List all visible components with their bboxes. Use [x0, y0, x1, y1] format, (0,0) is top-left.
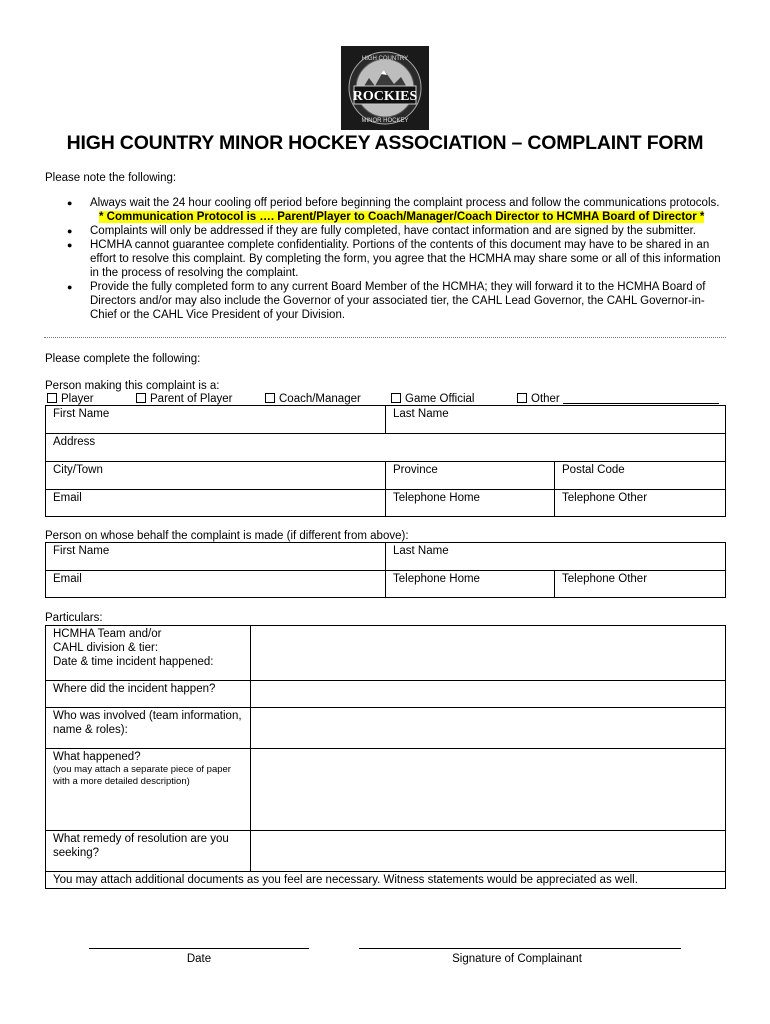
bullet-icon: ●: [67, 198, 73, 208]
telephone-home-field[interactable]: Telephone Home: [386, 490, 555, 517]
particulars-table: [45, 625, 726, 889]
city-field[interactable]: City/Town: [46, 462, 386, 490]
bullet-icon: ●: [67, 226, 73, 236]
first-name-field[interactable]: First Name: [46, 406, 386, 434]
checkbox-icon[interactable]: [136, 393, 146, 403]
who-input[interactable]: [251, 708, 726, 749]
behalf-email-field[interactable]: Email: [46, 571, 386, 598]
complete-label: Please complete the following:: [45, 353, 201, 365]
behalf-telephone-other-field[interactable]: Telephone Other: [555, 571, 726, 598]
particulars-label: Particulars:: [45, 612, 103, 624]
page-title: HIGH COUNTRY MINOR HOCKEY ASSOCIATION – COMPLAINT FORM: [66, 132, 704, 154]
team-input[interactable]: [251, 626, 726, 681]
behalf-telephone-home-field[interactable]: Telephone Home: [386, 571, 555, 598]
protocol-highlight: * Communication Protocol is …. Parent/Player to Coach/Manager/Coach Director to HCMHA Board of Director *: [99, 211, 705, 223]
date-label: Date: [186, 953, 212, 965]
checkbox-icon[interactable]: [517, 393, 527, 403]
address-field[interactable]: Address: [46, 434, 726, 462]
what-input[interactable]: [251, 749, 726, 831]
province-field[interactable]: Province: [386, 462, 555, 490]
role-coach-option[interactable]: Coach/Manager: [265, 392, 361, 406]
where-input[interactable]: [251, 681, 726, 708]
behalf-label: Person on whose behalf the complaint is made (if different from above):: [45, 530, 409, 542]
date-line[interactable]: [89, 948, 309, 949]
signature-line[interactable]: [359, 948, 681, 949]
bullet-icon: ●: [67, 240, 73, 250]
behalf-first-name-field[interactable]: First Name: [46, 543, 386, 571]
rockies-logo: [341, 46, 429, 130]
remedy-input[interactable]: [251, 831, 726, 872]
what-label: What happened? (you may attach a separate piece of paper with a more detailed description): [46, 749, 251, 831]
checkbox-icon[interactable]: [47, 393, 57, 403]
behalf-table: [45, 542, 726, 598]
section-divider: [44, 337, 726, 338]
bullet-3: HCMHA cannot guarantee complete confidentiality. Portions of the contents of this document may have to be shared in an effort to resolve this complaint. By completing the form, you agree that the HCMHA may share some or all of this information in the process of resolving the complaint.: [90, 239, 721, 279]
complainant-table: [45, 405, 726, 517]
role-player-option[interactable]: Player: [47, 392, 94, 406]
email-field[interactable]: Email: [46, 490, 386, 517]
remedy-label: What remedy of resolution are you seeking?: [46, 831, 251, 872]
where-label: Where did the incident happen?: [46, 681, 251, 708]
logo-bottom-text: MINOR HOCKEY: [361, 118, 409, 124]
team-label: HCMHA Team and/or CAHL division & tier: Date & time incident happened:: [46, 626, 251, 681]
signature-label: Signature of Complainant: [452, 953, 582, 965]
who-label: Who was involved (team information, name & roles):: [46, 708, 251, 749]
bullet-1: Always wait the 24 hour cooling off period before beginning the complaint process and follow the communications protocols. * Communication Protocol is …. Parent/Player to Coach/Manager/Coach Director to HCMHA Board of Director *: [90, 197, 720, 223]
person-label: Person making this complaint is a:: [45, 380, 220, 392]
telephone-other-field[interactable]: Telephone Other: [555, 490, 726, 517]
checkbox-icon[interactable]: [265, 393, 275, 403]
bullet-icon: ●: [67, 282, 73, 292]
last-name-field[interactable]: Last Name: [386, 406, 726, 434]
role-official-option[interactable]: Game Official: [391, 392, 474, 406]
checkbox-icon[interactable]: [391, 393, 401, 403]
role-other-option[interactable]: Other: [517, 392, 719, 406]
attach-note: You may attach additional documents as you feel are necessary. Witness statements would be appreciated as well.: [46, 872, 726, 889]
intro-text: Please note the following:: [45, 172, 177, 184]
other-line[interactable]: [563, 393, 719, 404]
behalf-last-name-field[interactable]: Last Name: [386, 543, 726, 571]
bullet-2: Complaints will only be addressed if they are fully completed, have contact information and are signed by the submitter.: [90, 225, 696, 237]
bullet-4: Provide the fully completed form to any current Board Member of the HCMHA; they will forward it to the HCMHA Board of Directors and/or may also include the Governor of your associated tier, the CAHL Lead Governor, the CAHL Governor-in-Chief or the CAHL Vice President of your Division.: [90, 281, 706, 321]
postal-code-field[interactable]: Postal Code: [555, 462, 726, 490]
role-parent-option[interactable]: Parent of Player: [136, 392, 232, 406]
logo-main-text: ROCKIES: [352, 89, 418, 104]
logo-top-text: HIGH COUNTRY: [361, 56, 409, 62]
